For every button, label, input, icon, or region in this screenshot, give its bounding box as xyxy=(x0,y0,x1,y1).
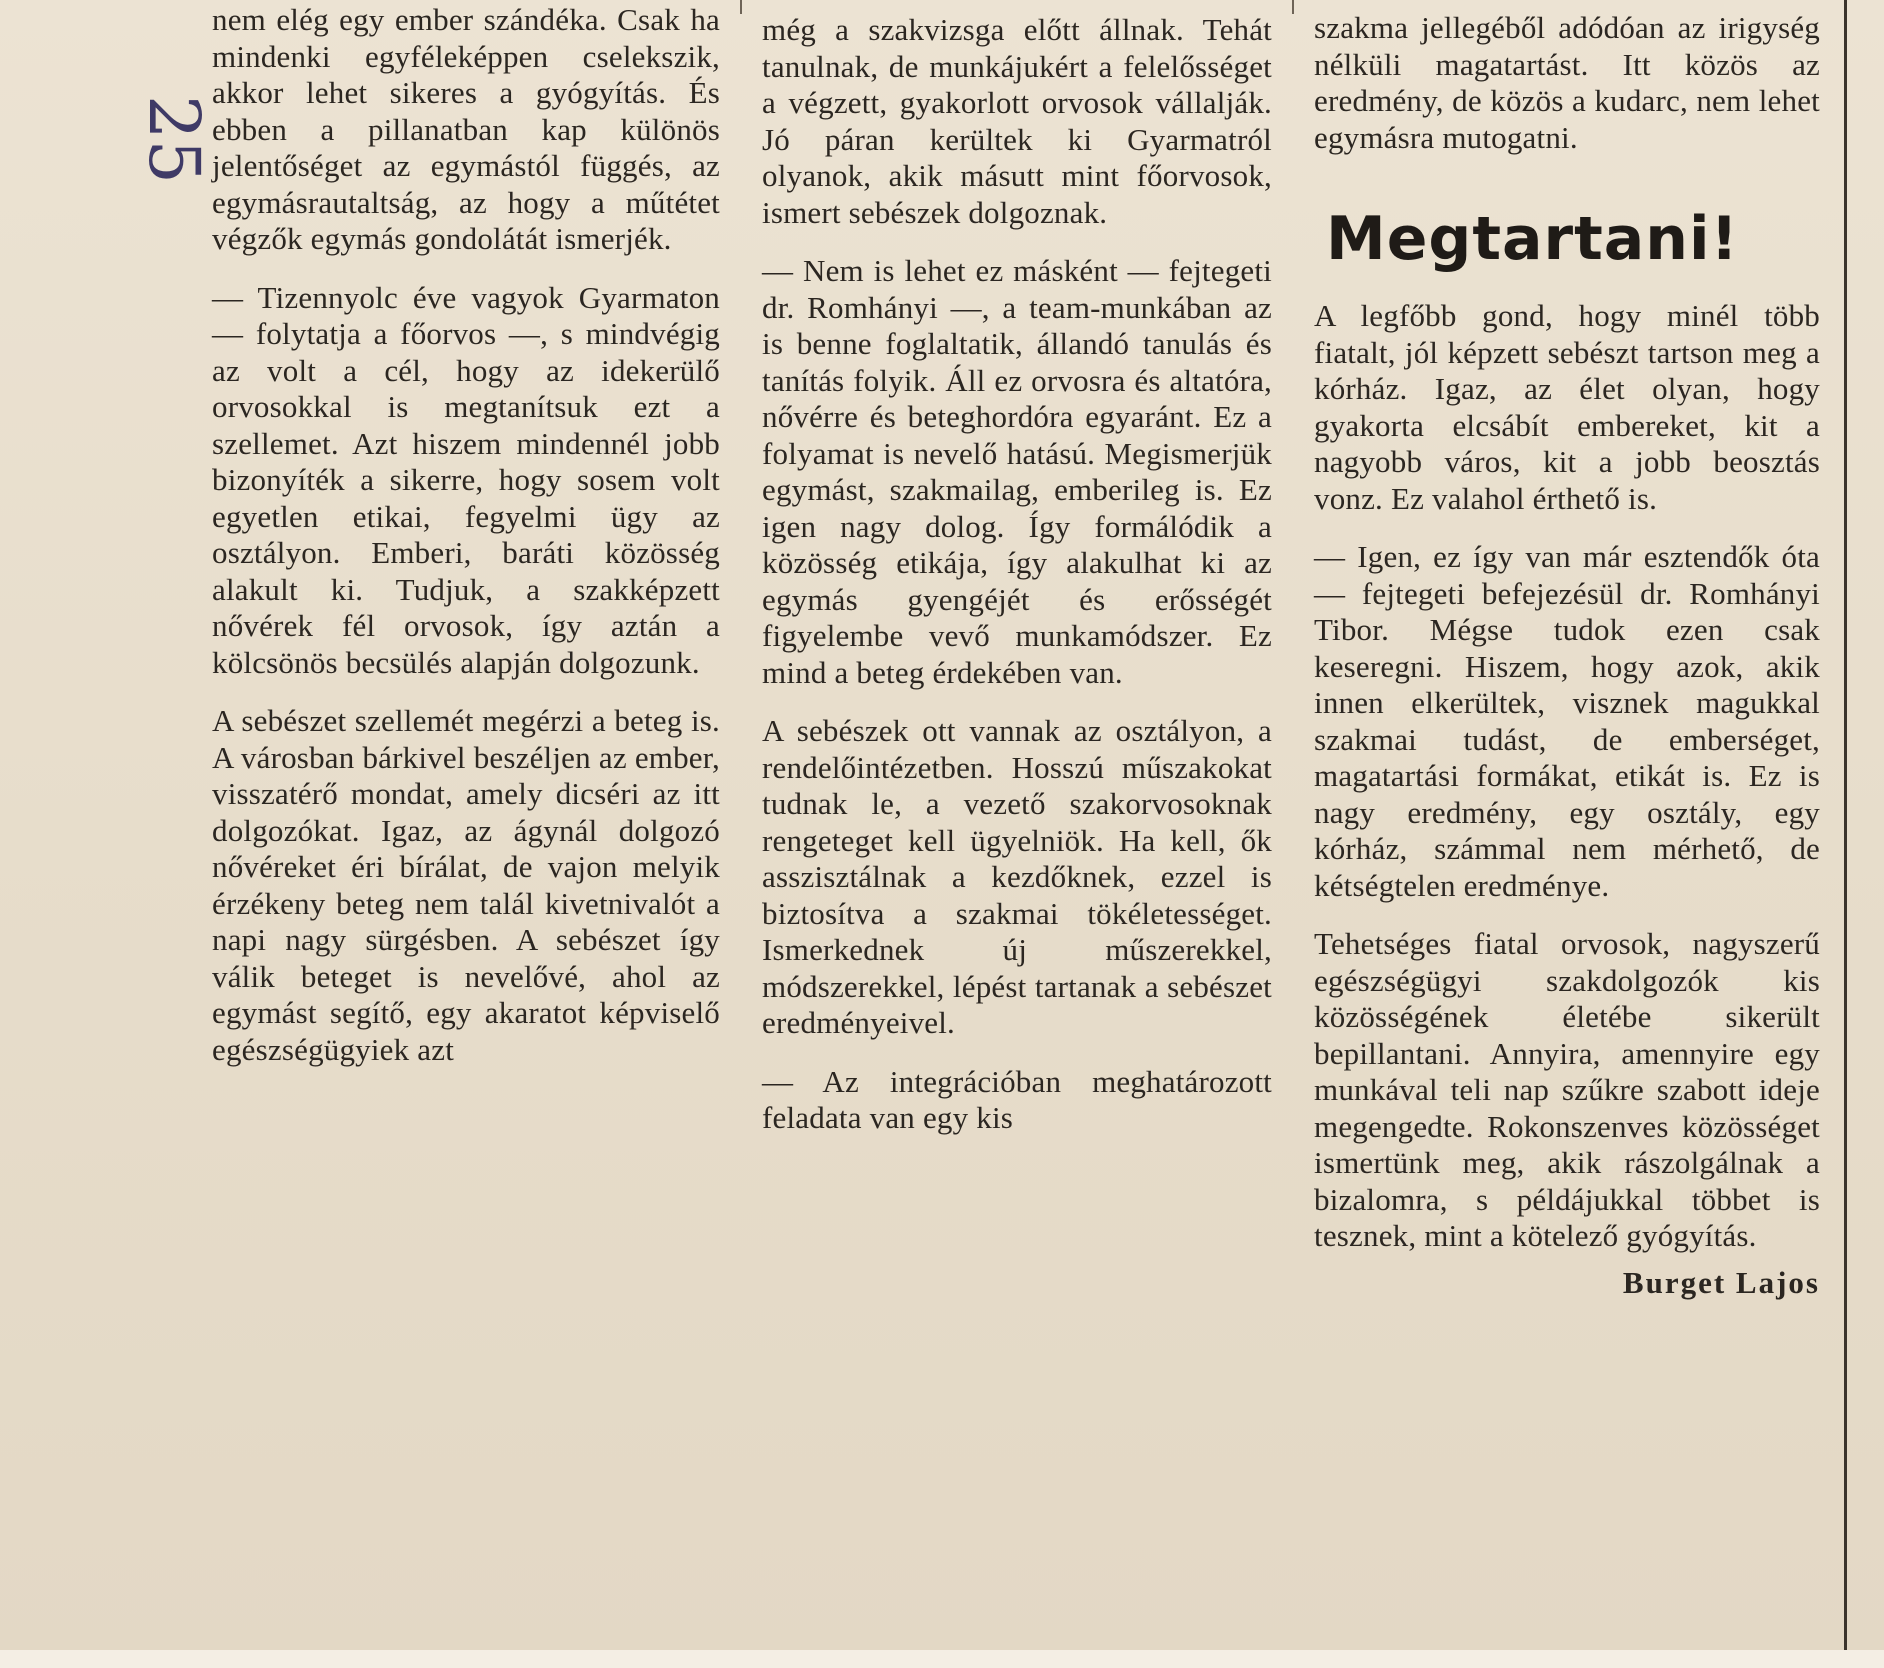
paragraph: — Az integrációban meghatározott feladata van egy kis xyxy=(762,1063,1272,1135)
article-column-1 xyxy=(212,2,720,1068)
article-column-2 xyxy=(762,12,1272,1137)
paragraph: Tehetséges fiatal orvosok, nagyszerű egészségügyi szakdolgozók kis közösségének életébe sikerült bepillantani. Annyira, amennyire egy munkával teli nap szűkre szabott ideje megengedte. Rokonszenves közösséget ismertünk meg, akik rászolgálnak a bizalomra, s példájukkal többet is tesznek, mint a kötelező gyógyítás. xyxy=(1314,926,1820,1253)
paragraph: A sebészet szellemét megérzi a beteg is. A városban bárkivel beszéljen az ember, visszatérő mondat, amely dicséri az itt dolgozókat. Igaz, az ágynál dolgozó nővéreket éri bírálat, de vajon melyik érzékeny beteg nem talál kivetnivalót a napi nagy sürgésben. A sebészet így válik beteget is nevelővé, ahol az egymást segítő, egy akaratot képviselő egészségügyiek azt xyxy=(212,703,720,1067)
handwritten-page-number: 25 xyxy=(133,95,215,185)
column-divider-top-1 xyxy=(740,0,742,14)
author-signature: Burget Lajos xyxy=(1622,1264,1820,1300)
article-column-3 xyxy=(1314,10,1820,1301)
paragraph: — Igen, ez így van már esztendők óta — fejtegeti befejezésül dr. Romhányi Tibor. Mégse tudok ezen csak keseregni. Hiszem, hogy azok, akik innen elkerültek, visznek magukkal szakmai tudást, de emberséget, magatartási formákat, etikát is. Ez is nagy eredmény, egy osztály, egy kórház, számmal nem mérhető, de kétségtelen eredménye. xyxy=(1314,539,1820,903)
paragraph: még a szakvizsga előtt állnak. Tehát tanulnak, de munkájukért a felelősséget a végzett, gyakorlott orvosok vállalják. Jó páran kerültek ki Gyarmatról olyanok, akik másutt mint főorvosok, ismert sebészek dolgoznak. xyxy=(762,12,1272,230)
section-headline: Megtartani! xyxy=(1326,204,1739,274)
paragraph: A legfőbb gond, hogy minél több fiatalt, jól képzett sebészt tartson meg a kórház. Igaz, az élet olyan, hogy gyakorta elcsábít embereket, kit a nagyobb város, kit a jobb beosztás vonz. Ez valahol érthető is. xyxy=(1314,298,1820,516)
paragraph: szakma jellegéből adódóan az irigység nélküli magatartást. Itt közös az eredmény, de közös a kudarc, nem lehet egymásra mutogatni. xyxy=(1314,10,1820,155)
column-border-right xyxy=(1844,0,1847,1668)
clipping-bottom-edge xyxy=(0,1650,1884,1668)
paragraph: A sebészek ott vannak az osztályon, a rendelőintézetben. Hosszú műszakokat tudnak le, a vezető szakorvosoknak rengeteget kell ügyelniök. Ha kell, ők asszisztálnak a kezdőknek, ezzel is biztosítva a szakmai tökéletességet. Ismerkednek új műszerekkel, módszerekkel, lépést tartanak a sebészet eredményeivel. xyxy=(762,713,1272,1040)
paragraph: nem elég egy ember szándéka. Csak ha mindenki egyféleképpen cselekszik, akkor lehet sikeres a gyógyítás. És ebben a pillanatban kap különös jelentőséget az egymástól függés, az egymásrautaltság, az hogy a műtétet végzők egymás gondolátát ismerjék. xyxy=(212,2,720,256)
column-divider-top-2 xyxy=(1292,0,1294,14)
paragraph: — Nem is lehet ez másként — fejtegeti dr. Romhányi —, a team-munkában az is benne foglaltatik, állandó tanulás és tanítás folyik. Áll ez orvosra és altatóra, nővérre és beteghordóra egyaránt. Ez a folyamat is nevelő hatású. Megismerjük egymást, szakmailag, emberileg is. Ez igen nagy dolog. Így formálódik a közösség etikája, így alakulhat ki az egymás gyengéjét és erősségét figyelembe vevő munkamódszer. Ez mind a beteg érdekében van. xyxy=(762,253,1272,690)
paragraph: — Tizennyolc éve vagyok Gyarmaton — folytatja a főorvos —, s mindvégig az volt a cél, hogy az idekerülő orvosokkal is megtanítsuk ezt a szellemet. Azt hiszem mindennél jobb bizonyíték a sikerre, hogy sosem volt egyetlen etikai, fegyelmi ügy az osztályon. Emberi, baráti közösség alakult ki. Tudjuk, a szakképzett nővérek fél orvosok, így aztán a kölcsönös becsülés alapján dolgozunk. xyxy=(212,279,720,680)
